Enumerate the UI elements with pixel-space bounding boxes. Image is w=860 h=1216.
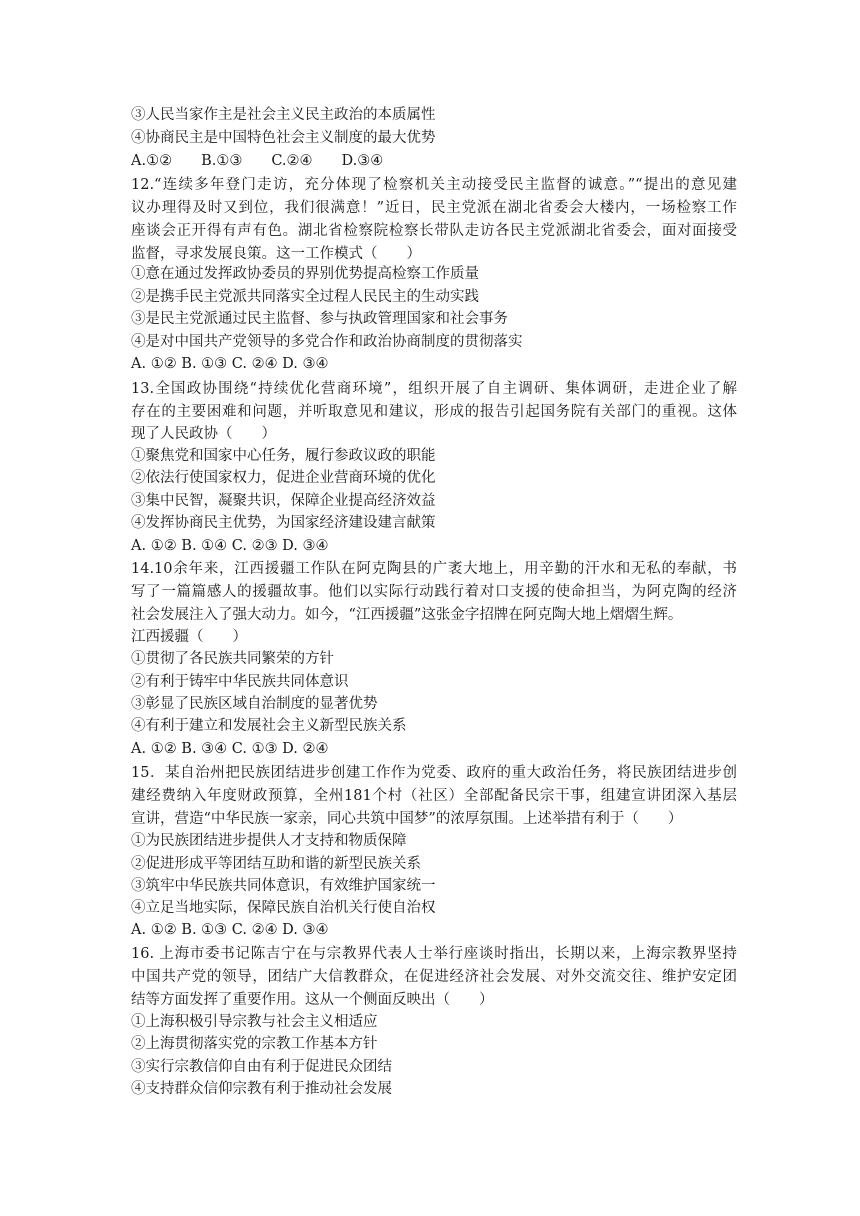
q16-stem-line-3: 结等方面发挥了重要作用。这从一个侧面反映出（ ） (131, 992, 494, 1008)
q14-option-1: ①贯彻了各民族共同繁荣的方针 (131, 651, 334, 667)
q15-stem-line-2: 建经费纳入年度财政预算，全州181个村（社区）全部配备民宗干事，组建宣讲团深入基层 (131, 788, 737, 804)
q14-stem-line-2: 写了一篇篇感人的援疆故事。他们以实际行动践行着对口支援的使命担当，为阿克陶的经济 (131, 584, 737, 600)
q14-option-2: ②有利于铸牢中华民族共同体意识 (131, 674, 349, 690)
q12-answer-choices: A. ①② B. ①③ C. ②④ D. ③④ (131, 356, 329, 372)
q15-option-2: ②促进形成平等团结互助和谐的新型民族关系 (131, 856, 421, 872)
q14-stem-line-3: 社会发展注入了强大动力。如今，“江西援疆”这张金字招牌在阿克陶大地上熠熠生辉。 (131, 607, 683, 623)
q13-option-2: ②依法行使国家权力，促进企业营商环境的优化 (131, 470, 436, 486)
q13-option-1: ①聚焦党和国家中心任务，履行参政议政的职能 (131, 448, 436, 464)
q14-option-4: ④有利于建立和发展社会主义新型民族关系 (131, 718, 407, 734)
q16-option-3: ③实行宗教信仰自由有利于促进民众团结 (131, 1059, 392, 1075)
q12-stem-line-3: 座谈会正开得有声有色。湖北省检察院检察长带队走访各民主党派湖北省委会，面对面接受 (131, 223, 737, 239)
q11-answer-choices: A.①② B.①③ C.②④ D.③④ (131, 153, 384, 169)
q16-option-4: ④支持群众信仰宗教有利于推动社会发展 (131, 1081, 392, 1097)
q15-stem-line-1: 15．某自治州把民族团结进步创建工作作为党委、政府的重大政治任务，将民族团结进步创 (131, 765, 737, 781)
q13-stem-line-2: 存在的主要困难和问题，并听取意见和建议，形成的报告引起国务院有关部门的重视。这体 (131, 404, 737, 420)
q14-answer-choices: A. ①② B. ③④ C. ①③ D. ②④ (131, 741, 329, 757)
q11-option-4: ④协商民主是中国特色社会主义制度的最大优势 (131, 130, 436, 146)
q12-stem-line-1: 12.“连续多年登门走访，充分体现了检察机关主动接受民主监督的诚意。”“提出的意见建 (131, 177, 737, 193)
q11-option-3: ③人民当家作主是社会主义民主政治的本质属性 (131, 107, 436, 123)
q12-option-1: ①意在通过发挥政协委员的界别优势提高检察工作质量 (131, 266, 479, 282)
q14-stem-line-1: 14.10余年来，江西援疆工作队在阿克陶县的广袤大地上，用辛勤的汗水和无私的奉献，书 (131, 561, 737, 577)
q15-stem-line-3: 宣讲，营造“中华民族一家亲，同心共筑中国梦”的浓厚氛围。上述举措有利于（ ） (131, 811, 683, 827)
q12-stem-line-4: 监督，寻求发展良策。这一工作模式（ ） (131, 246, 421, 262)
q12-option-4: ④是对中国共产党领导的多党合作和政治协商制度的贯彻落实 (131, 334, 523, 350)
q15-option-3: ③筑牢中华民族共同体意识，有效维护国家统一 (131, 878, 436, 894)
q16-option-1: ①上海积极引导宗教与社会主义相适应 (131, 1014, 378, 1030)
q13-answer-choices: A. ①② B. ①④ C. ②③ D. ③④ (131, 538, 329, 554)
q12-stem-line-2: 议办理得及时又到位，我们很满意！”近日，民主党派在湖北省委会大楼内，一场检察工作 (131, 200, 737, 216)
q16-stem-line-2: 中国共产党的领导，团结广大信教群众，在促进经济社会发展、对外交流交往、维护安定团 (131, 969, 737, 985)
q13-option-4: ④发挥协商民主优势，为国家经济建设建言献策 (131, 515, 436, 531)
q14-stem-line-4: 江西援疆（ ） (131, 629, 247, 645)
q15-option-4: ④立足当地实际，保障民族自治机关行使自治权 (131, 900, 436, 916)
q16-option-2: ②上海贯彻落实党的宗教工作基本方针 (131, 1036, 378, 1052)
q13-option-3: ③集中民智，凝聚共识，保障企业提高经济效益 (131, 493, 436, 509)
q16-stem-line-1: 16. 上海市委书记陈吉宁在与宗教界代表人士举行座谈时指出，长期以来，上海宗教界坚持 (131, 946, 737, 962)
q13-stem-line-1: 13.全国政协围绕“持续优化营商环境”，组织开展了自主调研、集体调研，走进企业了解 (131, 381, 737, 397)
q13-stem-line-3: 现了人民政协（ ） (131, 426, 276, 442)
q14-option-3: ③彰显了民族区域自治制度的显著优势 (131, 696, 378, 712)
q15-answer-choices: A. ①② B. ①③ C. ②④ D. ③④ (131, 922, 329, 938)
q15-option-1: ①为民族团结进步提供人才支持和物质保障 (131, 833, 407, 849)
q12-option-3: ③是民主党派通过民主监督、参与执政管理国家和社会事务 (131, 311, 508, 327)
q12-option-2: ②是携手民主党派共同落实全过程人民民主的生动实践 (131, 289, 479, 305)
